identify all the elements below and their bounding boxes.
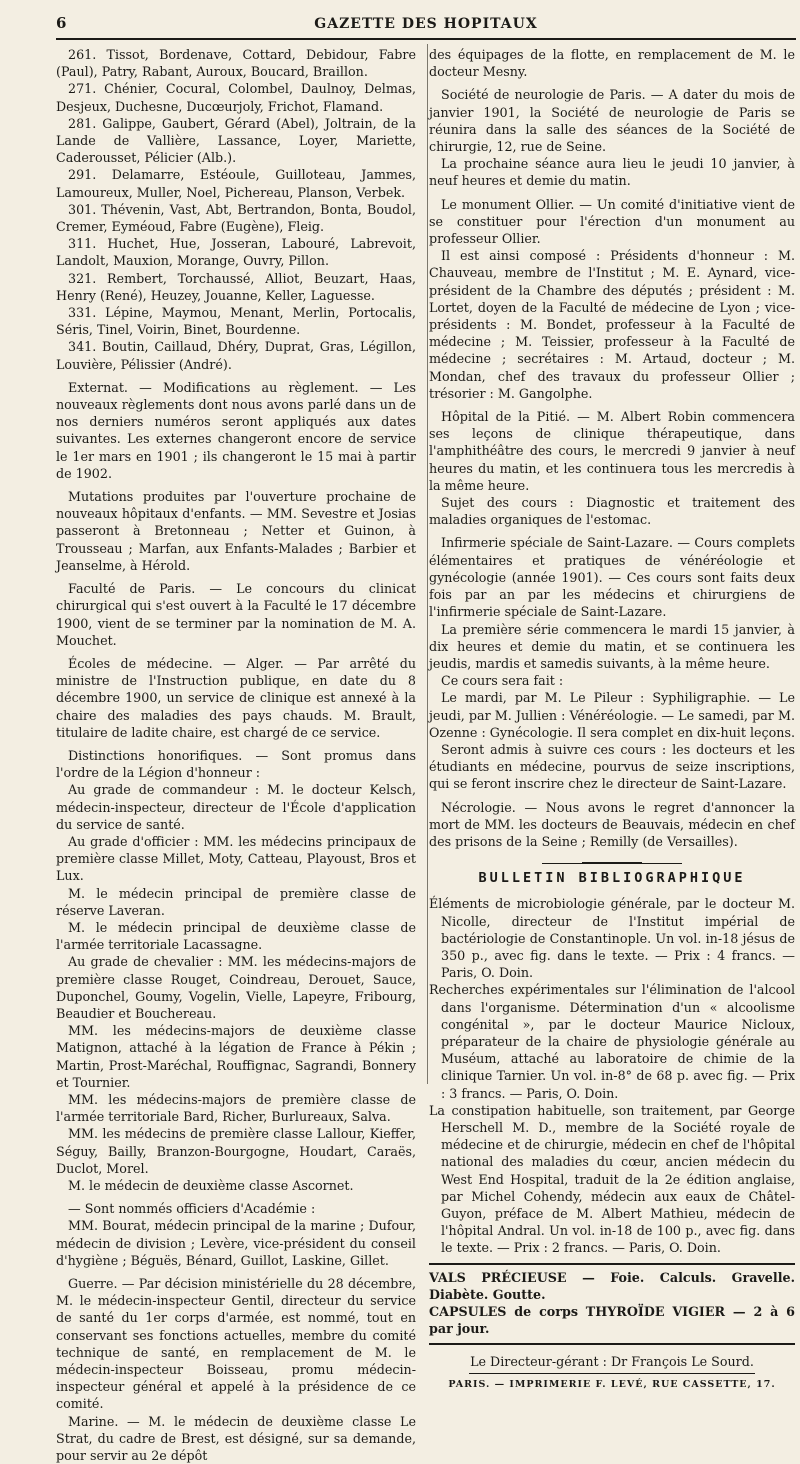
left-column-paragraph: Distinctions honorifiques. — Sont promus dans l'ordre de la Légion d'honneur : [56, 747, 416, 781]
left-column-paragraph: Marine. — M. le médecin de deuxième classe Le Strat, du cadre de Brest, est désigné, sur sa demande, pour servir au 2e dépôt [56, 1413, 416, 1464]
right-column-paragraph: Société de neurologie de Paris. — A dater du mois de janvier 1901, la Société de neurologie de Paris se réunira dans la salle des séances de la Société de chirurgie, 12, rue de Seine. [429, 87, 795, 155]
left-column-paragraph: 291. Delamarre, Estéoule, Guilloteau, Jammes, Lamoureux, Muller, Noel, Pichereau, Planson, Verbek. [56, 167, 416, 200]
left-column-paragraph: Externat. — Modifications au règlement. — Les nouveaux règlements dont nous avons parlé dans un de nos derniers numéros seront appliqués aux dates suivantes. Les externes changeront encore de service le 1er mars en 1901 ; ils changeront le 15 mai à partir de 1902. [56, 379, 416, 481]
right-column-paragraph: Nécrologie. — Nous avons le regret d'annoncer la mort de MM. les docteurs de Beauvais, médecin en chef des prisons de la Seine ; Remilly (de Versailles). [429, 799, 795, 849]
printer-line: PARIS. — IMPRIMERIE F. LEVÉ, RUE CASSETTE, 17. [448, 1378, 776, 1390]
left-column-paragraph: Au grade de chevalier : MM. les médecins-majors de première classe Rouget, Coindreau, Derouet, Sauce, Duponchel, Goumy, Vogelin, Vielle, Lapeyre, Fribourg, Beaudier et Bouchereau. [56, 954, 416, 1021]
left-column-paragraph: 301. Thévenin, Vast, Abt, Bertrandon, Bonta, Boudol, Cremer, Eyméoud, Fabre (Eugène), Fleig. [56, 201, 416, 235]
left-column-paragraph: MM. les médecins-majors de première classe de l'armée territoriale Bard, Richer, Burlureaux, Salva. [56, 1091, 416, 1125]
left-column-paragraph: MM. les médecins-majors de deuxième classe Matignon, attaché à la légation de France à Pékin ; Martin, Prost-Maréchal, Rouffignac, Sagrandi, Bonnery et Tournier. [56, 1023, 416, 1090]
page-number: 6 [56, 14, 67, 32]
right-column-news [429, 46, 795, 850]
journal-title: GAZETTE DES HOPITAUX [314, 16, 538, 32]
right-column-paragraph: Le monument Ollier. — Un comité d'initiative vient de se constituer pour l'érection d'un monument au professeur Ollier. [429, 196, 795, 247]
left-column-paragraph: 281. Galippe, Gaubert, Gérard (Abel), Joltrain, de la Lande de Vallière, Lassance, Loyer, Mariette, Caderousset, Pélicier (Alb.). [56, 115, 416, 166]
ad-capsules: CAPSULES de corps THYROÏDE VIGIER — 2 à 6 par jour. [429, 1304, 795, 1337]
left-column-paragraph: MM. les médecins de première classe Lallour, Kieffer, Séguy, Bailly, Branzon-Bourgogne, Houdart, Caraës, Duclot, Morel. [56, 1126, 416, 1176]
bibliography-entry: Recherches expérimentales sur l'élimination de l'alcool dans l'organisme. Détermination d'un « alcoolisme congénital », par le docteur Maurice Nicloux, préparateur de la chaire de physiologie générale au Muséum, attaché au laboratoire de chimie de la clinique Tarnier. Un vol. in-8° de 68 p. avec fig. — Prix : 3 francs. — Paris, O. Doin. [429, 982, 795, 1101]
left-column-paragraph: 311. Huchet, Hue, Josseran, Labouré, Labrevoit, Landolt, Mauxion, Morange, Ouvry, Pillon. [56, 236, 416, 269]
page-header [56, 4, 796, 38]
left-column-paragraph: M. le médecin principal de première classe de réserve Laveran. [56, 885, 416, 918]
right-column-paragraph: des équipages de la flotte, en remplacement de M. le docteur Mesny. [429, 47, 795, 80]
right-column-paragraph: La prochaine séance aura lieu le jeudi 10 janvier, à neuf heures et demie du matin. [429, 156, 795, 189]
left-column-paragraph: Au grade d'officier : MM. les médecins principaux de première classe Millet, Moty, Catteau, Playoust, Bros et Lux. [56, 833, 416, 884]
ads-rule [429, 1263, 795, 1265]
ad-vals: VALS PRÉCIEUSE — Foie. Calculs. Gravelle. Diabète. Goutte. [429, 1269, 795, 1302]
left-column-paragraph: 271. Chénier, Cocural, Colombel, Daulnoy, Delmas, Desjeux, Duchesne, Ducœurjoly, Frichot, Flamand. [56, 81, 416, 114]
right-column-paragraph: Le mardi, par M. Le Pileur : Syphiligraphie. — Le jeudi, par M. Jullien : Vénéréologie. — Le samedi, par M. Ozenne : Gynécologie. Il sera complet en dix-huit leçons. [429, 690, 796, 740]
left-column-paragraph: — Sont nommés officiers d'Académie : [68, 1201, 316, 1217]
left-column [56, 46, 416, 1464]
left-column-paragraph: MM. Bourat, médecin principal de la marine ; Dufour, médecin de division ; Levère, vice-président du conseil d'hygiène ; Béguës, Bénard, Guillot, Laskine, Gillet. [56, 1218, 416, 1268]
left-column-paragraph: M. le médecin de deuxième classe Ascornet. [68, 1178, 354, 1193]
left-column-paragraph: 341. Boutin, Caillaud, Dhéry, Duprat, Gras, Légillon, Louvière, Pélissier (André). [56, 339, 416, 372]
bibliography-entry: Éléments de microbiologie générale, par le docteur M. Nicolle, directeur de l'Institut impérial de bactériologie de Constantinople. Un vol. in-18 jésus de 350 p., avec fig. dans le texte. — Prix : 4 francs. — Paris, O. Doin. [429, 896, 795, 981]
right-column-paragraph: Sujet des cours : Diagnostic et traitement des maladies organiques de l'estomac. [429, 495, 795, 528]
right-column-paragraph: La première série commencera le mardi 15 janvier, à dix heures et demie du matin, et se continuera les jeudis, mardis et samedis suivants, à la même heure. [429, 621, 795, 671]
gerant-rule [469, 1373, 755, 1374]
header-rule [56, 38, 796, 40]
right-column-paragraph: Ce cours sera fait : [441, 673, 564, 689]
right-column-paragraph: Il est ainsi composé : Présidents d'honneur : M. Chauveau, membre de l'Institut ; M. E. Aynard, vice-président de la Chambre des députés ; président : M. Lortet, doyen de la Faculté de médecine de Lyon ; vice-présidents : M. Bondet, professeur à la Faculté de médecine ; M. Teissier, professeur à la Faculté de médecine ; secrétaires : M. Artaud, docteur ; M. Mondan, chef des travaux du professeur Ollier ; trésorier : M. Gangolphe. [429, 248, 795, 401]
left-column-paragraph: Au grade de commandeur : M. le docteur Kelsch, médecin-inspecteur, directeur de l'École d'application du service de santé. [56, 782, 416, 832]
section-separator [582, 862, 642, 864]
bulletin-entries [429, 895, 795, 1256]
left-column-paragraph: Écoles de médecine. — Alger. — Par arrêté du ministre de l'Instruction publique, en date du 8 décembre 1900, un service de clinique est annexé à la chaire des maladies des pays chauds. M. Brault, titulaire de ladite chaire, est chargé de ce service. [56, 655, 416, 740]
right-column-paragraph: Seront admis à suivre ces cours : les docteurs et les étudiants en médecine, pourvus de seize inscriptions, qui se feront inscrire chez le directeur de Saint-Lazare. [429, 741, 795, 792]
director-gerant: Le Directeur-gérant : Dr François Le Sourd. [470, 1354, 754, 1370]
right-column [429, 46, 795, 1393]
column-divider [427, 44, 428, 1084]
left-column-paragraph: Mutations produites par l'ouverture prochaine de nouveaux hôpitaux d'enfants. — MM. Sevestre et Josias passeront à Bretonneau ; Netter et Guinon, à Trousseau ; Marfan, aux Enfants-Malades ; Barbier et Jeanselme, à Hérold. [56, 489, 416, 573]
right-column-paragraph: Hôpital de la Pitié. — M. Albert Robin commencera ses leçons de clinique thérapeutique, dans l'amphithéâtre des cours, le mercredi 9 janvier à neuf heures du matin, et les continuera tous les mercredis à la même heure. [429, 409, 795, 493]
left-column-paragraph: 321. Rembert, Torchaussé, Alliot, Beuzart, Haas, Henry (René), Heuzey, Jouanne, Keller, Laguesse. [56, 270, 416, 303]
bibliography-entry: La constipation habituelle, son traitement, par George Herschell M. D., membre de la Société royale de médecine et de chirurgie, médecin en chef de l'hôpital national des maladies du cœur, ancien médecin du West End Hospital, traduit de la 2e édition anglaise, par Michel Cohendy, médecin aux eaux de Châtel-Guyon, préface de M. Albert Mathieu, médecin de l'hôpital Andral. Un vol. in-18 de 100 p., avec fig. dans le texte. — Prix : 2 francs. — Paris, O. Doin. [429, 1102, 795, 1256]
left-column-paragraph: 331. Lépine, Maymou, Menant, Merlin, Portocalis, Séris, Tinel, Voirin, Binet, Bourdenne. [56, 305, 416, 338]
footer-rule [429, 1343, 795, 1345]
bulletin-title: BULLETIN BIBLIOGRAPHIQUE [478, 870, 746, 887]
left-column-paragraph: Guerre. — Par décision ministérielle du 28 décembre, M. le médecin-inspecteur Gentil, directeur du service de santé du 1er corps d'armée, est nommé, tout en conservant ses fonctions actuelles, membre du comité technique de santé, en remplacement de M. le médecin-inspecteur Boisseau, promu médecin-inspecteur général et appelé à la présidence de ce comité. [56, 1276, 416, 1412]
left-column-paragraph: M. le médecin principal de deuxième classe de l'armée territoriale Lacassagne. [56, 919, 416, 953]
left-column-paragraph: Faculté de Paris. — Le concours du clinicat chirurgical qui s'est ouvert à la Faculté le 17 décembre 1900, vient de se terminer par la nomination de M. A. Mouchet. [56, 581, 416, 648]
right-column-paragraph: Infirmerie spéciale de Saint-Lazare. — Cours complets élémentaires et pratiques de vénéréologie et gynécologie (année 1901). — Ces cours sont faits deux fois par an par les médecins et chirurgiens de l'infirmerie spéciale de Saint-Lazare. [429, 535, 795, 620]
left-column-paragraph: 261. Tissot, Bordenave, Cottard, Debidour, Fabre (Paul), Patry, Rabant, Auroux, Boucard, Braillon. [56, 47, 416, 80]
